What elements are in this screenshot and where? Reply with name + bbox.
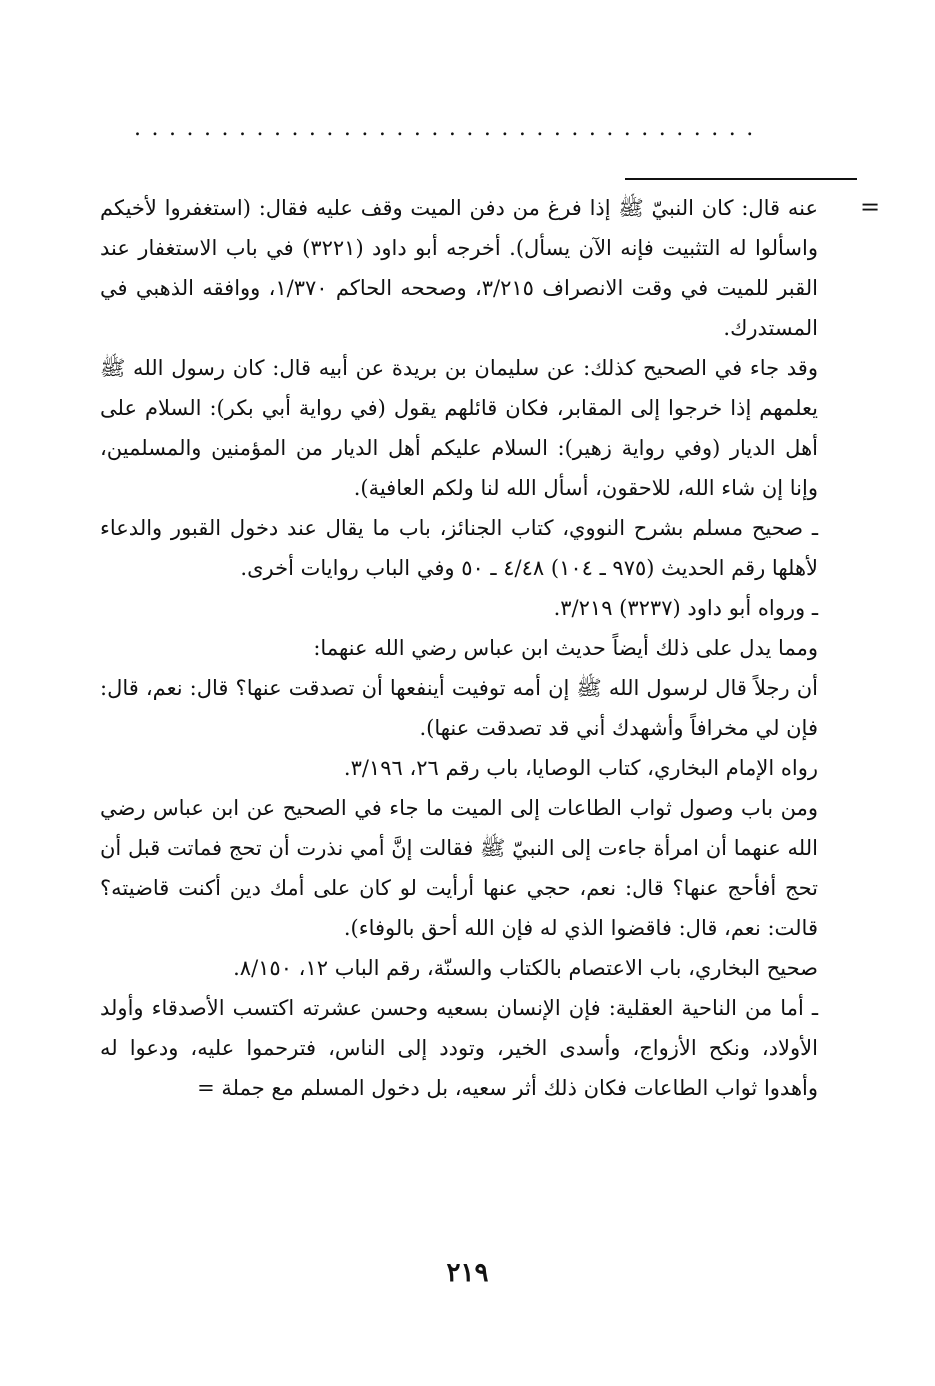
footnote-separator-line (625, 178, 857, 180)
header-dotted-separator: .................................... (134, 118, 764, 140)
paragraph: رواه الإمام البخاري، كتاب الوصايا، باب رقم ٢٦، ٣/١٩٦. (343, 756, 818, 780)
paragraph: عنه قال: كان النبيّ ﷺ إذا فرغ من دفن الميت وقف عليه فقال: (استغفروا لأخيكم واسألوا له التثبيت فإنه الآن يسأل). أخرجه أبو داود (٣٢٢١) في باب الاستغفار عند القبر للميت في وقت الانصراف ٣/٢١٥، وصححه الحاكم ١/٣٧٠، ووافقه الذهبي في المستدرك. (100, 196, 818, 340)
paragraph: ـ صحيح مسلم بشرح النووي، كتاب الجنائز، باب ما يقال عند دخول القبور والدعاء لأهلها رقم الحديث (٩٧٥ ـ ١٠٤) ٤/٤٨ ـ ٥٠ وفي الباب روايات أخرى. (100, 516, 818, 580)
paragraph: صحيح البخاري، باب الاعتصام بالكتاب والسنّة، رقم الباب ١٢، ٨/١٥٠. (233, 956, 818, 980)
continuation-mark: = (860, 193, 881, 221)
footnote-text-block (100, 188, 818, 1108)
paragraph: ومما يدل على ذلك أيضاً حديث ابن عباس رضي الله عنهما: (313, 636, 818, 660)
paragraph: ـ أما من الناحية العقلية: فإن الإنسان بسعيه وحسن عشرته اكتسب الأصدقاء وأولد الأولاد، ونكح الأزواج، وأسدى الخير، وتودد إلى الناس، فترحموا عليه، ودعوا له وأهدوا ثواب الطاعات فكان ذلك أثر سعيه، بل دخول المسلم مع جملة = (100, 996, 818, 1100)
paragraph: ومن باب وصول ثواب الطاعات إلى الميت ما جاء في الصحيح عن ابن عباس رضي الله عنهما أن امرأة جاءت إلى النبيّ ﷺ فقالت إنَّ أمي نذرت أن تحج فماتت قبل أن تحج أفأحج عنها؟ قال: نعم، حجي عنها أرأيت لو كان على أمك دين أكنت قاضيته؟ قالت: نعم، قال: فاقضوا الذي له فإن الله أحق بالوفاء). (100, 796, 818, 940)
page-number: ٢١٩ (446, 1258, 489, 1288)
paragraph: أن رجلاً قال لرسول الله ﷺ إن أمه توفيت أينفعها أن تصدقت عنها؟ قال: نعم، قال: فإن لي مخرافاً وأشهدك أني قد تصدقت عنها). (100, 676, 818, 740)
paragraph: وقد جاء في الصحيح كذلك: عن سليمان بن بريدة عن أبيه قال: كان رسول الله ﷺ يعلمهم إذا خرجوا إلى المقابر، فكان قائلهم يقول (في رواية أبي بكر): السلام على أهل الديار (وفي رواية زهير): السلام عليكم أهل الديار من المؤمنين والمسلمين، وإنا إن شاء الله، للاحقون، أسأل الله لنا ولكم العافية). (100, 356, 818, 500)
paragraph: ـ ورواه أبو داود (٣٢٣٧) ٣/٢١٩. (553, 596, 818, 620)
